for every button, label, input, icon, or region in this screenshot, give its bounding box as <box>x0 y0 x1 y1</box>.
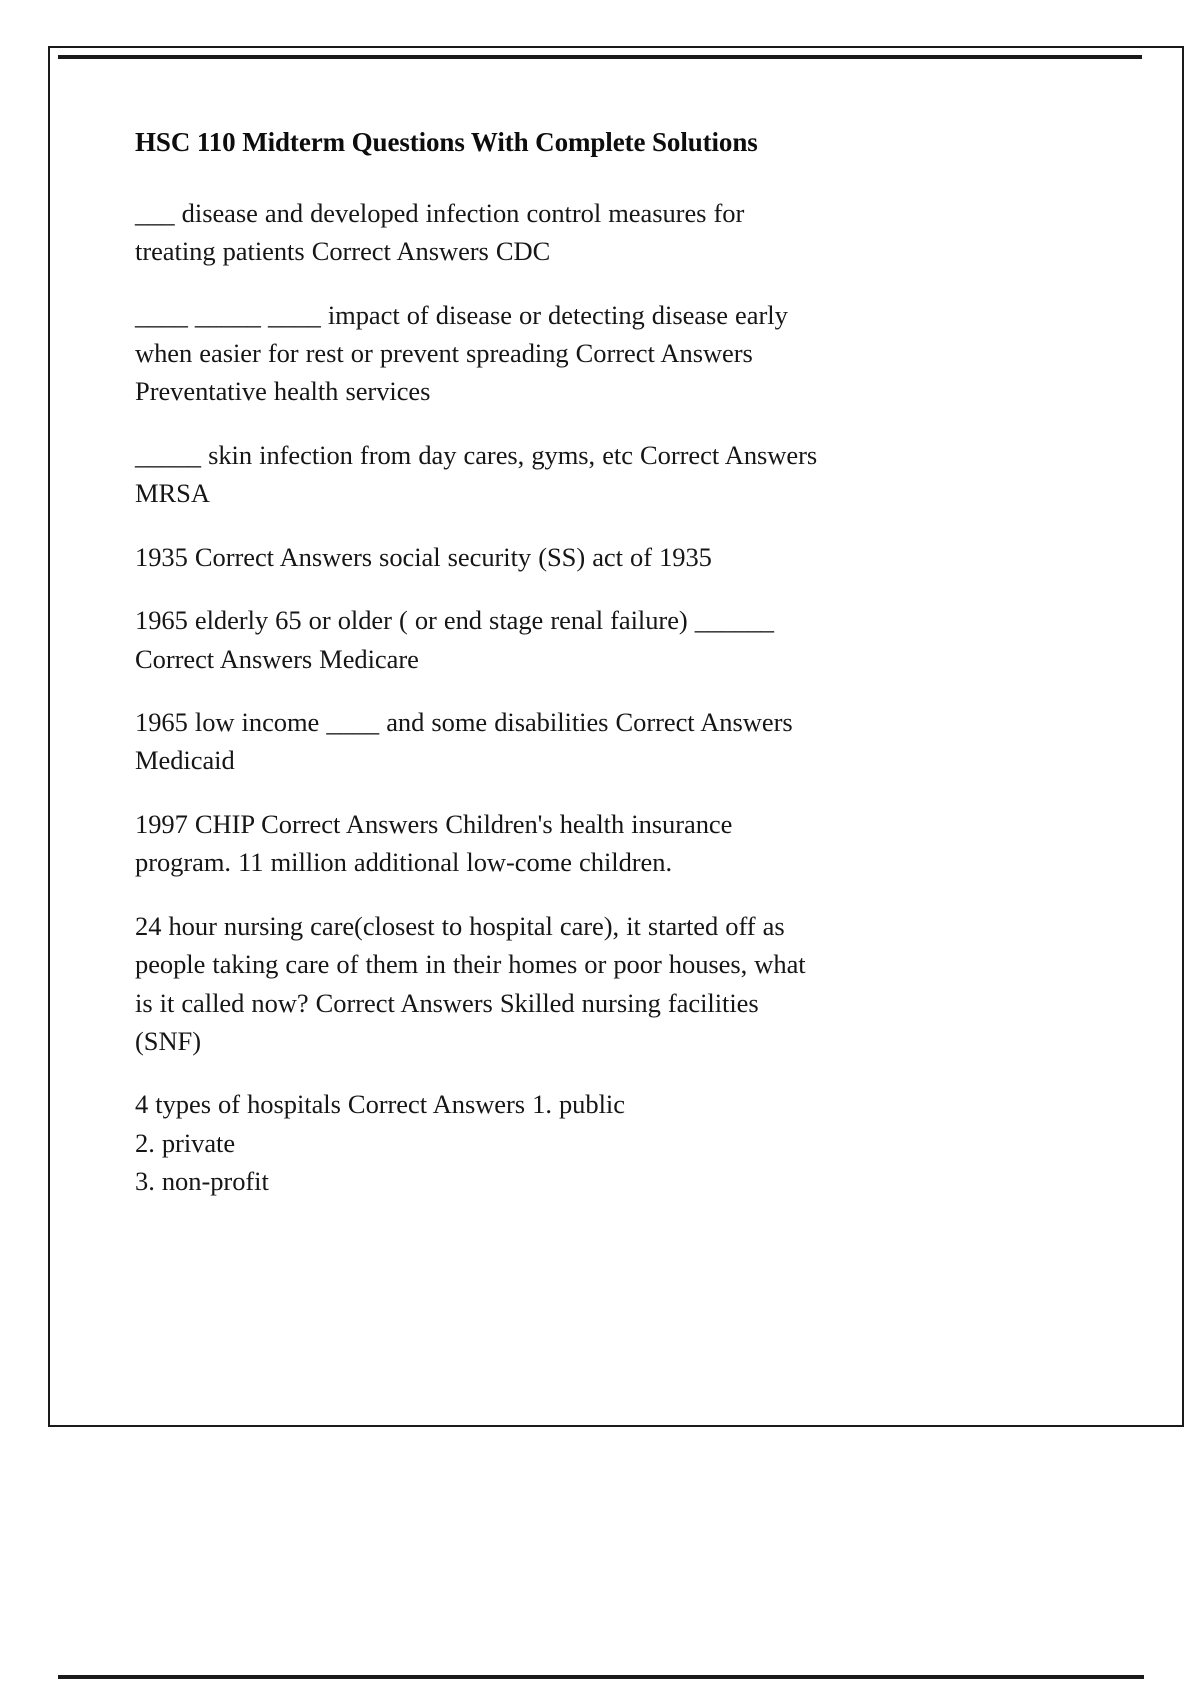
qa-line: treating patients Correct Answers CDC <box>135 236 551 267</box>
qa-block-mrsa <box>135 436 1035 513</box>
qa-line: 2. private <box>135 1127 236 1158</box>
qa-block-preventative-health-services <box>135 296 1035 411</box>
document-body <box>135 126 1035 1201</box>
qa-line: people taking care of them in their homes or poor houses, what <box>135 949 806 980</box>
qa-line: Medicaid <box>135 745 235 776</box>
qa-line: when easier for rest or prevent spreading Correct Answers <box>135 338 753 369</box>
document-page-sheet <box>48 46 1184 1427</box>
page-title: HSC 110 Midterm Questions With Complete Solutions <box>135 127 758 157</box>
qa-line: (SNF) <box>135 1025 202 1056</box>
qa-line: 1965 elderly 65 or older ( or end stage renal failure) ______ <box>135 605 774 636</box>
qa-block-medicare <box>135 601 1035 678</box>
next-page-header-rule <box>58 1675 1144 1679</box>
qa-block-chip <box>135 805 1035 882</box>
qa-block-types-of-hospitals <box>135 1085 1035 1200</box>
qa-block-social-security-act <box>135 538 1035 576</box>
qa-line: 1965 low income ____ and some disabilities Correct Answers <box>135 706 793 737</box>
qa-line: 4 types of hospitals Correct Answers 1. public <box>135 1089 625 1120</box>
qa-block-medicaid <box>135 703 1035 780</box>
qa-line: 24 hour nursing care(closest to hospital care), it started off as <box>135 910 785 941</box>
qa-line: ____ _____ ____ impact of disease or detecting disease early <box>135 299 788 330</box>
qa-line: is it called now? Correct Answers Skilled nursing facilities <box>135 987 759 1018</box>
qa-line: MRSA <box>135 478 210 509</box>
page-header-rule <box>58 54 1142 59</box>
qa-line: program. 11 million additional low-come children. <box>135 847 673 878</box>
qa-block-cdc <box>135 194 1035 271</box>
qa-line: 1997 CHIP Correct Answers Children's health insurance <box>135 808 733 839</box>
qa-line: 1935 Correct Answers social security (SS) act of 1935 <box>135 541 712 572</box>
qa-line: 3. non-profit <box>135 1166 269 1197</box>
qa-line: _____ skin infection from day cares, gyms, etc Correct Answers <box>135 439 818 470</box>
qa-line: Preventative health services <box>135 376 431 407</box>
qa-line: ___ disease and developed infection control measures for <box>135 197 745 228</box>
qa-line: Correct Answers Medicare <box>135 643 419 674</box>
qa-block-skilled-nursing-facilities <box>135 907 1035 1061</box>
